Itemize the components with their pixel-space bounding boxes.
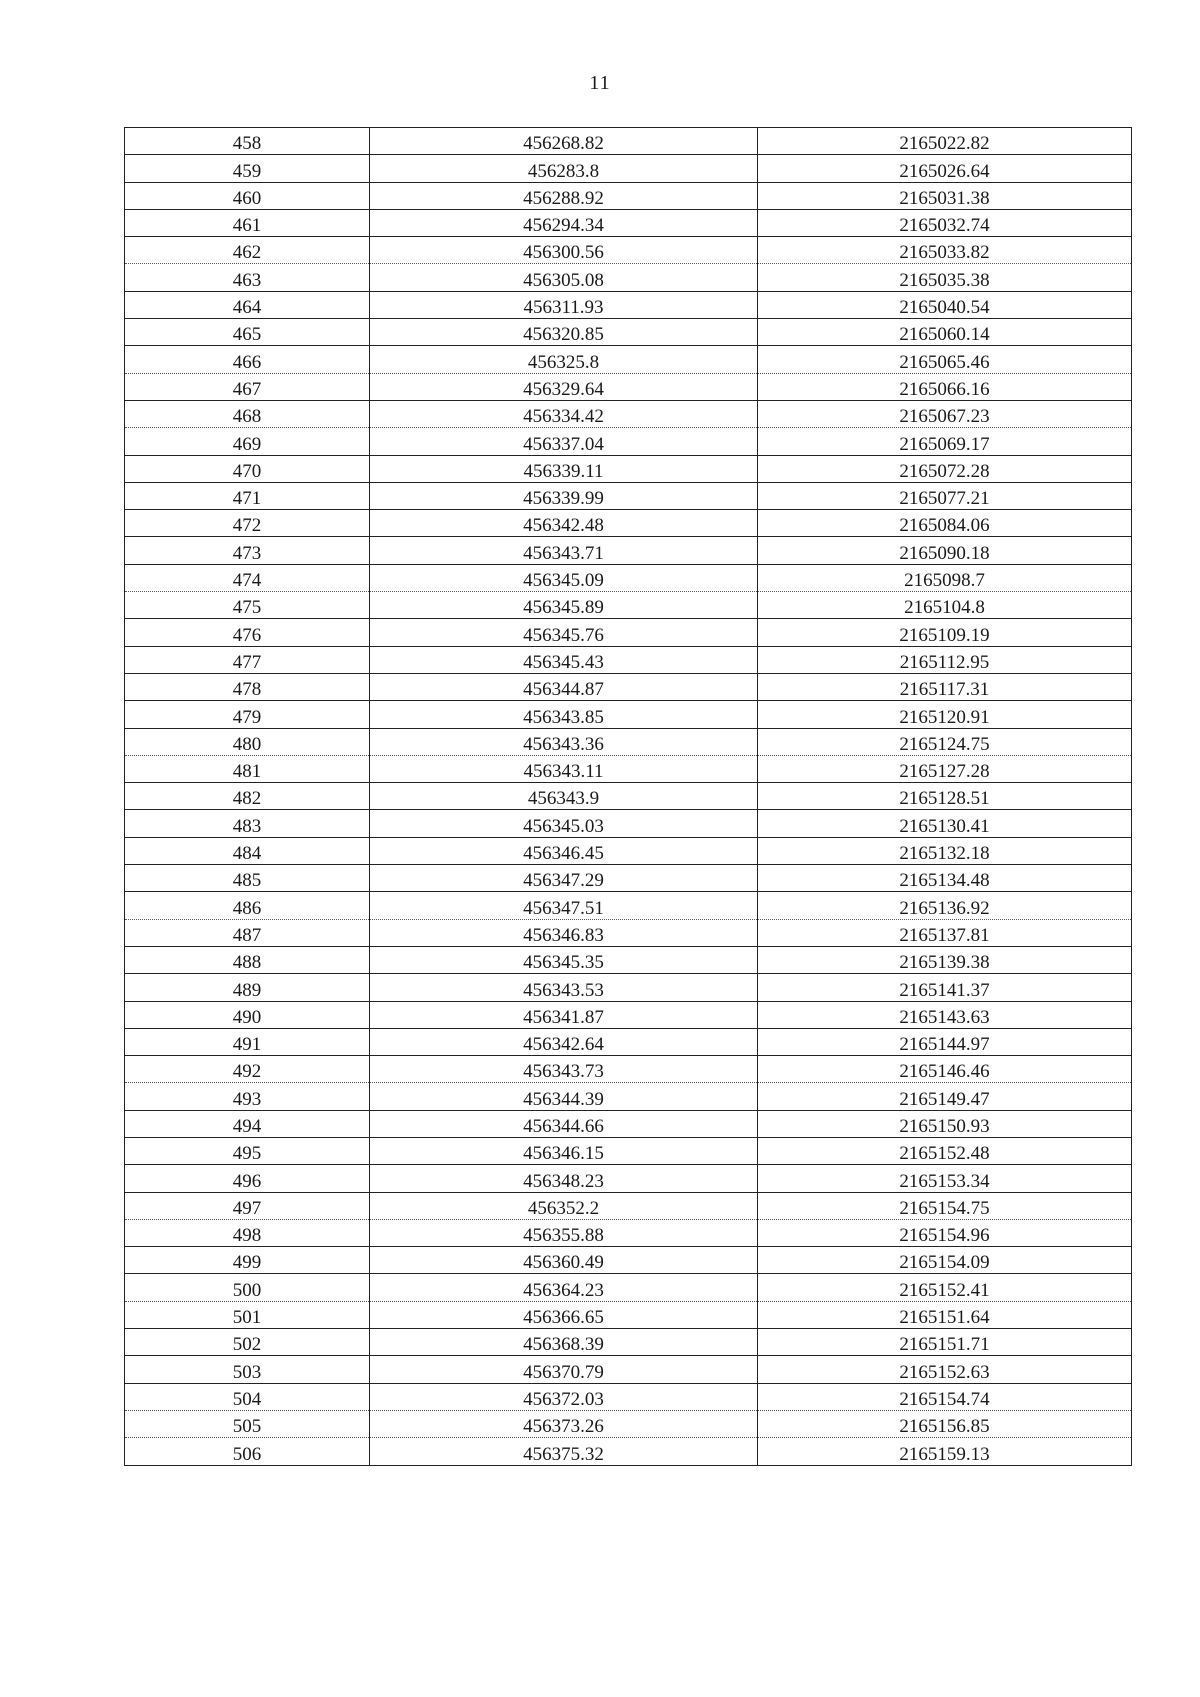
y-coordinate-cell: 2165132.18 [758,837,1132,864]
x-coordinate-cell: 456366.65 [370,1301,758,1328]
y-coordinate-cell: 2165154.09 [758,1247,1132,1274]
y-coordinate-cell: 2165143.63 [758,1001,1132,1028]
point-number-cell: 465 [125,319,370,346]
table-row [125,892,1132,919]
x-coordinate-cell: 456343.11 [370,755,758,782]
y-coordinate-cell: 2165149.47 [758,1083,1132,1110]
y-coordinate-cell: 2165117.31 [758,673,1132,700]
table-row [125,1274,1132,1301]
point-number-cell: 496 [125,1165,370,1192]
x-coordinate-cell: 456343.85 [370,701,758,728]
table-row [125,701,1132,728]
table-row [125,783,1132,810]
x-coordinate-cell: 456372.03 [370,1383,758,1410]
y-coordinate-cell: 2165141.37 [758,974,1132,1001]
point-number-cell: 503 [125,1356,370,1383]
x-coordinate-cell: 456360.49 [370,1247,758,1274]
y-coordinate-cell: 2165067.23 [758,400,1132,427]
table-row [125,1165,1132,1192]
point-number-cell: 474 [125,564,370,591]
x-coordinate-cell: 456352.2 [370,1192,758,1219]
y-coordinate-cell: 2165069.17 [758,428,1132,455]
y-coordinate-cell: 2165136.92 [758,892,1132,919]
table-row [125,182,1132,209]
table-row [125,319,1132,346]
table-row [125,455,1132,482]
point-number-cell: 486 [125,892,370,919]
table-row [125,1301,1132,1328]
table-row [125,755,1132,782]
table-row [125,1438,1132,1465]
point-number-cell: 487 [125,919,370,946]
y-coordinate-cell: 2165152.41 [758,1274,1132,1301]
y-coordinate-cell: 2165026.64 [758,155,1132,182]
point-number-cell: 458 [125,128,370,155]
table-row [125,1001,1132,1028]
y-coordinate-cell: 2165124.75 [758,728,1132,755]
x-coordinate-cell: 456341.87 [370,1001,758,1028]
point-number-cell: 467 [125,373,370,400]
y-coordinate-cell: 2165152.63 [758,1356,1132,1383]
x-coordinate-cell: 456345.03 [370,810,758,837]
x-coordinate-cell: 456343.9 [370,783,758,810]
y-coordinate-cell: 2165109.19 [758,619,1132,646]
table-row [125,646,1132,673]
point-number-cell: 468 [125,400,370,427]
x-coordinate-cell: 456345.35 [370,946,758,973]
table-row [125,209,1132,236]
x-coordinate-cell: 456373.26 [370,1410,758,1437]
table-row [125,264,1132,291]
point-number-cell: 495 [125,1137,370,1164]
y-coordinate-cell: 2165151.71 [758,1329,1132,1356]
point-number-cell: 459 [125,155,370,182]
x-coordinate-cell: 456343.53 [370,974,758,1001]
table-row [125,1356,1132,1383]
y-coordinate-cell: 2165128.51 [758,783,1132,810]
page-number: 11 [589,72,611,94]
x-coordinate-cell: 456346.15 [370,1137,758,1164]
table-row [125,865,1132,892]
table-row [125,974,1132,1001]
x-coordinate-cell: 456344.39 [370,1083,758,1110]
table-row [125,373,1132,400]
table-row [125,619,1132,646]
y-coordinate-cell: 2165120.91 [758,701,1132,728]
point-number-cell: 497 [125,1192,370,1219]
x-coordinate-cell: 456343.73 [370,1056,758,1083]
point-number-cell: 499 [125,1247,370,1274]
point-number-cell: 505 [125,1410,370,1437]
point-number-cell: 461 [125,209,370,236]
point-number-cell: 481 [125,755,370,782]
y-coordinate-cell: 2165154.74 [758,1383,1132,1410]
point-number-cell: 463 [125,264,370,291]
table-row [125,919,1132,946]
table-row [125,482,1132,509]
y-coordinate-cell: 2165032.74 [758,209,1132,236]
x-coordinate-cell: 456347.29 [370,865,758,892]
point-number-cell: 462 [125,237,370,264]
point-number-cell: 483 [125,810,370,837]
x-coordinate-cell: 456343.36 [370,728,758,755]
point-number-cell: 475 [125,592,370,619]
table-row [125,428,1132,455]
table-row [125,1410,1132,1437]
x-coordinate-cell: 456283.8 [370,155,758,182]
point-number-cell: 485 [125,865,370,892]
point-number-cell: 482 [125,783,370,810]
x-coordinate-cell: 456329.64 [370,373,758,400]
y-coordinate-cell: 2165144.97 [758,1028,1132,1055]
x-coordinate-cell: 456342.64 [370,1028,758,1055]
table-row [125,1247,1132,1274]
table-row [125,128,1132,155]
y-coordinate-cell: 2165077.21 [758,482,1132,509]
point-number-cell: 500 [125,1274,370,1301]
point-number-cell: 466 [125,346,370,373]
x-coordinate-cell: 456345.76 [370,619,758,646]
table-row [125,837,1132,864]
table-row [125,1137,1132,1164]
y-coordinate-cell: 2165022.82 [758,128,1132,155]
point-number-cell: 493 [125,1083,370,1110]
table-row [125,592,1132,619]
table-row [125,1383,1132,1410]
table-row [125,1056,1132,1083]
y-coordinate-cell: 2165060.14 [758,319,1132,346]
y-coordinate-cell: 2165137.81 [758,919,1132,946]
y-coordinate-cell: 2165159.13 [758,1438,1132,1465]
point-number-cell: 480 [125,728,370,755]
y-coordinate-cell: 2165065.46 [758,346,1132,373]
point-number-cell: 501 [125,1301,370,1328]
x-coordinate-cell: 456368.39 [370,1329,758,1356]
table-row [125,1219,1132,1246]
x-coordinate-cell: 456347.51 [370,892,758,919]
x-coordinate-cell: 456288.92 [370,182,758,209]
y-coordinate-cell: 2165098.7 [758,564,1132,591]
point-number-cell: 484 [125,837,370,864]
coordinates-table [124,127,1132,1466]
x-coordinate-cell: 456345.89 [370,592,758,619]
x-coordinate-cell: 456344.66 [370,1110,758,1137]
x-coordinate-cell: 456320.85 [370,319,758,346]
y-coordinate-cell: 2165066.16 [758,373,1132,400]
x-coordinate-cell: 456268.82 [370,128,758,155]
x-coordinate-cell: 456305.08 [370,264,758,291]
x-coordinate-cell: 456355.88 [370,1219,758,1246]
x-coordinate-cell: 456325.8 [370,346,758,373]
y-coordinate-cell: 2165152.48 [758,1137,1132,1164]
x-coordinate-cell: 456334.42 [370,400,758,427]
point-number-cell: 494 [125,1110,370,1137]
x-coordinate-cell: 456342.48 [370,510,758,537]
y-coordinate-cell: 2165127.28 [758,755,1132,782]
point-number-cell: 504 [125,1383,370,1410]
x-coordinate-cell: 456344.87 [370,673,758,700]
y-coordinate-cell: 2165130.41 [758,810,1132,837]
x-coordinate-cell: 456311.93 [370,291,758,318]
point-number-cell: 472 [125,510,370,537]
point-number-cell: 478 [125,673,370,700]
point-number-cell: 473 [125,537,370,564]
y-coordinate-cell: 2165153.34 [758,1165,1132,1192]
y-coordinate-cell: 2165112.95 [758,646,1132,673]
x-coordinate-cell: 456294.34 [370,209,758,236]
y-coordinate-cell: 2165139.38 [758,946,1132,973]
point-number-cell: 506 [125,1438,370,1465]
x-coordinate-cell: 456345.43 [370,646,758,673]
x-coordinate-cell: 456375.32 [370,1438,758,1465]
x-coordinate-cell: 456345.09 [370,564,758,591]
y-coordinate-cell: 2165154.96 [758,1219,1132,1246]
x-coordinate-cell: 456339.99 [370,482,758,509]
x-coordinate-cell: 456339.11 [370,455,758,482]
table-row [125,155,1132,182]
x-coordinate-cell: 456343.71 [370,537,758,564]
y-coordinate-cell: 2165104.8 [758,592,1132,619]
table-row [125,400,1132,427]
x-coordinate-cell: 456337.04 [370,428,758,455]
point-number-cell: 491 [125,1028,370,1055]
y-coordinate-cell: 2165033.82 [758,237,1132,264]
x-coordinate-cell: 456348.23 [370,1165,758,1192]
point-number-cell: 469 [125,428,370,455]
table-row [125,1028,1132,1055]
x-coordinate-cell: 456346.83 [370,919,758,946]
point-number-cell: 460 [125,182,370,209]
table-row [125,673,1132,700]
table-row [125,510,1132,537]
y-coordinate-cell: 2165154.75 [758,1192,1132,1219]
point-number-cell: 502 [125,1329,370,1356]
x-coordinate-cell: 456300.56 [370,237,758,264]
table-row [125,1083,1132,1110]
table-row [125,291,1132,318]
y-coordinate-cell: 2165084.06 [758,510,1132,537]
point-number-cell: 492 [125,1056,370,1083]
y-coordinate-cell: 2165040.54 [758,291,1132,318]
y-coordinate-cell: 2165146.46 [758,1056,1132,1083]
y-coordinate-cell: 2165090.18 [758,537,1132,564]
table-row [125,237,1132,264]
table-row [125,564,1132,591]
y-coordinate-cell: 2165072.28 [758,455,1132,482]
x-coordinate-cell: 456370.79 [370,1356,758,1383]
table-row [125,810,1132,837]
coordinates-table-body [125,128,1132,1466]
point-number-cell: 464 [125,291,370,318]
point-number-cell: 471 [125,482,370,509]
point-number-cell: 498 [125,1219,370,1246]
y-coordinate-cell: 2165156.85 [758,1410,1132,1437]
point-number-cell: 490 [125,1001,370,1028]
table-row [125,728,1132,755]
point-number-cell: 479 [125,701,370,728]
table-row [125,1329,1132,1356]
table-row [125,1110,1132,1137]
y-coordinate-cell: 2165134.48 [758,865,1132,892]
point-number-cell: 489 [125,974,370,1001]
y-coordinate-cell: 2165035.38 [758,264,1132,291]
y-coordinate-cell: 2165150.93 [758,1110,1132,1137]
point-number-cell: 488 [125,946,370,973]
point-number-cell: 477 [125,646,370,673]
table-row [125,1192,1132,1219]
point-number-cell: 476 [125,619,370,646]
x-coordinate-cell: 456364.23 [370,1274,758,1301]
x-coordinate-cell: 456346.45 [370,837,758,864]
table-row [125,346,1132,373]
point-number-cell: 470 [125,455,370,482]
y-coordinate-cell: 2165031.38 [758,182,1132,209]
table-row [125,537,1132,564]
y-coordinate-cell: 2165151.64 [758,1301,1132,1328]
table-row [125,946,1132,973]
